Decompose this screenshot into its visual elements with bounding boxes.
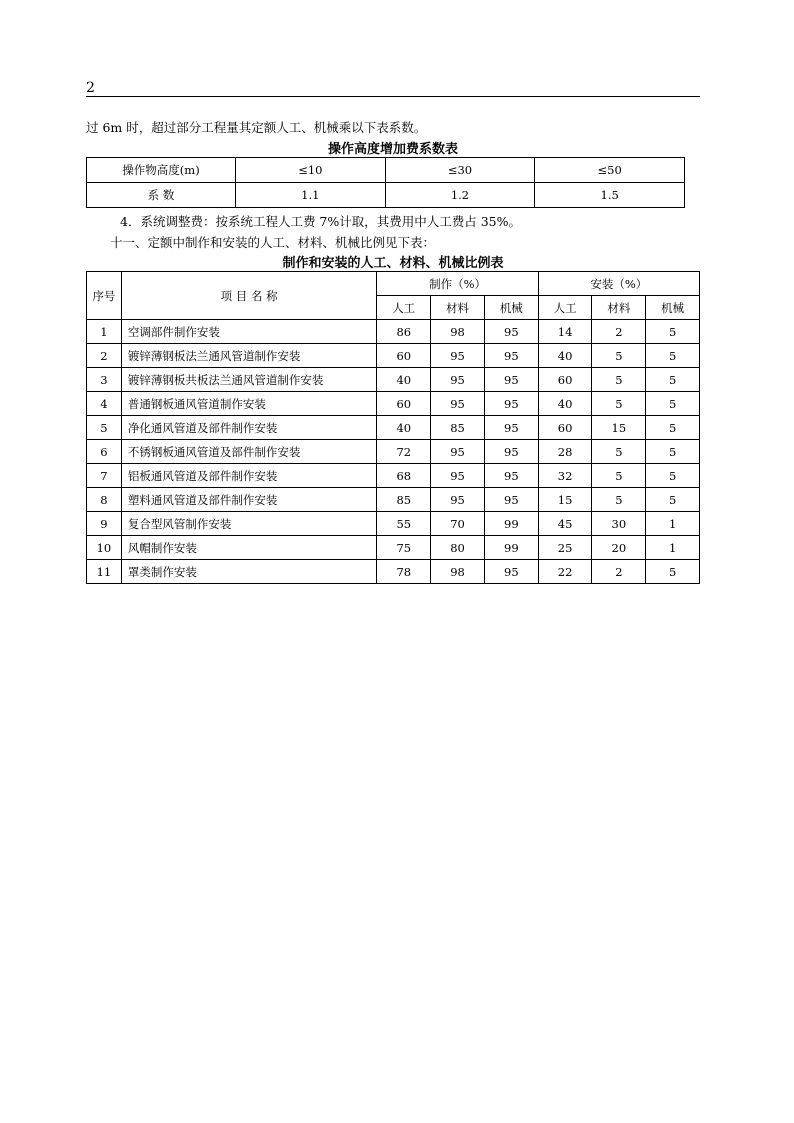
- subheader-cell: 人工: [377, 296, 431, 320]
- row-value-cell: 98: [431, 560, 485, 584]
- row-name-cell: 普通钢板通风管道制作安装: [121, 392, 377, 416]
- row-value-cell: 80: [431, 536, 485, 560]
- row-value-cell: 75: [377, 536, 431, 560]
- row-value-cell: 40: [377, 368, 431, 392]
- row-value-cell: 95: [431, 368, 485, 392]
- table-row: [87, 440, 700, 464]
- table2-caption: 制作和安装的人工、材料、机械比例表: [282, 256, 504, 271]
- row-value-cell: 55: [377, 512, 431, 536]
- row-value-cell: 60: [377, 344, 431, 368]
- table-row: [87, 392, 700, 416]
- row-value-cell: 95: [484, 416, 538, 440]
- table-row: [87, 488, 700, 512]
- subheader-cell: 材料: [431, 296, 485, 320]
- row-value-cell: 95: [484, 320, 538, 344]
- row-value-cell: 72: [377, 440, 431, 464]
- row-name-cell: 塑料通风管道及部件制作安装: [121, 488, 377, 512]
- row-index-cell: 8: [87, 488, 122, 512]
- row-value-cell: 95: [484, 440, 538, 464]
- row-value-cell: 5: [592, 464, 646, 488]
- page-number: 2: [86, 80, 95, 96]
- row-value-cell: 95: [431, 488, 485, 512]
- row-name-cell: 复合型风管制作安装: [121, 512, 377, 536]
- ratio-table: [86, 271, 700, 584]
- row-name-cell: 净化通风管道及部件制作安装: [121, 416, 377, 440]
- row-index-cell: 7: [87, 464, 122, 488]
- row-value-cell: 5: [646, 368, 700, 392]
- row-index-cell: 3: [87, 368, 122, 392]
- table1-caption: 操作高度增加费系数表: [327, 142, 458, 157]
- item4-paragraph: 4．系统调整费：按系统工程人工费 7%计取，其费用中人工费占 35%。: [120, 214, 522, 229]
- subheader-cell: 材料: [592, 296, 646, 320]
- table-row: [87, 158, 685, 183]
- row-index-cell: 9: [87, 512, 122, 536]
- table-row: [87, 320, 700, 344]
- row-value-cell: 5: [646, 416, 700, 440]
- table-row: [87, 536, 700, 560]
- table-header-cell: 操作物高度(m): [87, 158, 236, 183]
- row-value-cell: 1: [646, 512, 700, 536]
- row-value-cell: 60: [377, 392, 431, 416]
- row-value-cell: 85: [377, 488, 431, 512]
- row-value-cell: 98: [431, 320, 485, 344]
- row-value-cell: 5: [646, 488, 700, 512]
- table-row: [87, 464, 700, 488]
- row-name-cell: 风帽制作安装: [121, 536, 377, 560]
- item11-paragraph: 十一、定额中制作和安装的人工、材料、机械比例见下表：: [110, 235, 436, 250]
- row-value-cell: 99: [484, 512, 538, 536]
- row-value-cell: 95: [431, 392, 485, 416]
- row-value-cell: 95: [484, 464, 538, 488]
- ratio-table-body: [87, 272, 700, 584]
- row-value-cell: 95: [431, 440, 485, 464]
- row-value-cell: 60: [538, 416, 592, 440]
- row-value-cell: 5: [646, 464, 700, 488]
- table-cell: 1.2: [385, 183, 535, 208]
- row-value-cell: 5: [592, 392, 646, 416]
- row-value-cell: 5: [646, 392, 700, 416]
- table-row: [87, 368, 700, 392]
- subheader-cell: 机械: [646, 296, 700, 320]
- row-name-cell: 铝板通风管道及部件制作安装: [121, 464, 377, 488]
- row-value-cell: 99: [484, 536, 538, 560]
- row-value-cell: 20: [592, 536, 646, 560]
- row-index-cell: 4: [87, 392, 122, 416]
- row-value-cell: 30: [592, 512, 646, 536]
- row-value-cell: 25: [538, 536, 592, 560]
- row-value-cell: 45: [538, 512, 592, 536]
- row-value-cell: 85: [431, 416, 485, 440]
- row-value-cell: 60: [538, 368, 592, 392]
- height-coefficient-table: [86, 157, 685, 208]
- row-value-cell: 32: [538, 464, 592, 488]
- row-value-cell: 28: [538, 440, 592, 464]
- row-value-cell: 2: [592, 320, 646, 344]
- row-index-cell: 5: [87, 416, 122, 440]
- row-value-cell: 14: [538, 320, 592, 344]
- table-header-cell: ≤30: [385, 158, 535, 183]
- row-value-cell: 95: [484, 488, 538, 512]
- row-value-cell: 15: [592, 416, 646, 440]
- row-index-cell: 6: [87, 440, 122, 464]
- row-value-cell: 15: [538, 488, 592, 512]
- row-index-cell: 10: [87, 536, 122, 560]
- subheader-cell: 机械: [484, 296, 538, 320]
- table-row: [87, 416, 700, 440]
- row-value-cell: 5: [646, 344, 700, 368]
- table-row: [87, 183, 685, 208]
- table-row: [87, 512, 700, 536]
- row-value-cell: 5: [592, 344, 646, 368]
- subheader-cell: 人工: [538, 296, 592, 320]
- row-value-cell: 95: [484, 368, 538, 392]
- index-header: 序号: [87, 272, 122, 320]
- row-value-cell: 1: [646, 536, 700, 560]
- row-value-cell: 2: [592, 560, 646, 584]
- row-value-cell: 5: [592, 488, 646, 512]
- row-value-cell: 95: [484, 560, 538, 584]
- row-name-cell: 罩类制作安装: [121, 560, 377, 584]
- table-row: [87, 344, 700, 368]
- intro-paragraph: 过 6m 时，超过部分工程量其定额人工、机械乘以下表系数。: [86, 120, 427, 135]
- row-value-cell: 68: [377, 464, 431, 488]
- row-value-cell: 95: [431, 344, 485, 368]
- table-row: [87, 560, 700, 584]
- table-header-cell: ≤50: [535, 158, 685, 183]
- name-header: 项 目 名 称: [121, 272, 377, 320]
- row-value-cell: 40: [538, 392, 592, 416]
- row-value-cell: 95: [431, 464, 485, 488]
- row-value-cell: 95: [484, 344, 538, 368]
- row-value-cell: 95: [484, 392, 538, 416]
- row-value-cell: 40: [538, 344, 592, 368]
- row-name-cell: 不锈钢板通风管道及部件制作安装: [121, 440, 377, 464]
- table-cell: 1.5: [535, 183, 685, 208]
- row-value-cell: 5: [646, 320, 700, 344]
- row-value-cell: 22: [538, 560, 592, 584]
- row-value-cell: 40: [377, 416, 431, 440]
- row-index-cell: 2: [87, 344, 122, 368]
- row-value-cell: 5: [646, 440, 700, 464]
- row-index-cell: 1: [87, 320, 122, 344]
- row-value-cell: 70: [431, 512, 485, 536]
- row-value-cell: 86: [377, 320, 431, 344]
- row-value-cell: 78: [377, 560, 431, 584]
- table-cell: 系 数: [87, 183, 236, 208]
- row-name-cell: 镀锌薄钢板法兰通风管道制作安装: [121, 344, 377, 368]
- row-value-cell: 5: [646, 560, 700, 584]
- header-rule: [86, 96, 700, 97]
- make-group-header: 制作（%）: [377, 272, 538, 296]
- table-header-cell: ≤10: [236, 158, 386, 183]
- row-value-cell: 5: [592, 368, 646, 392]
- row-index-cell: 11: [87, 560, 122, 584]
- install-group-header: 安装（%）: [538, 272, 699, 296]
- table-header-row: [87, 272, 700, 296]
- row-name-cell: 空调部件制作安装: [121, 320, 377, 344]
- table-cell: 1.1: [236, 183, 386, 208]
- row-name-cell: 镀锌薄钢板共板法兰通风管道制作安装: [121, 368, 377, 392]
- row-value-cell: 5: [592, 440, 646, 464]
